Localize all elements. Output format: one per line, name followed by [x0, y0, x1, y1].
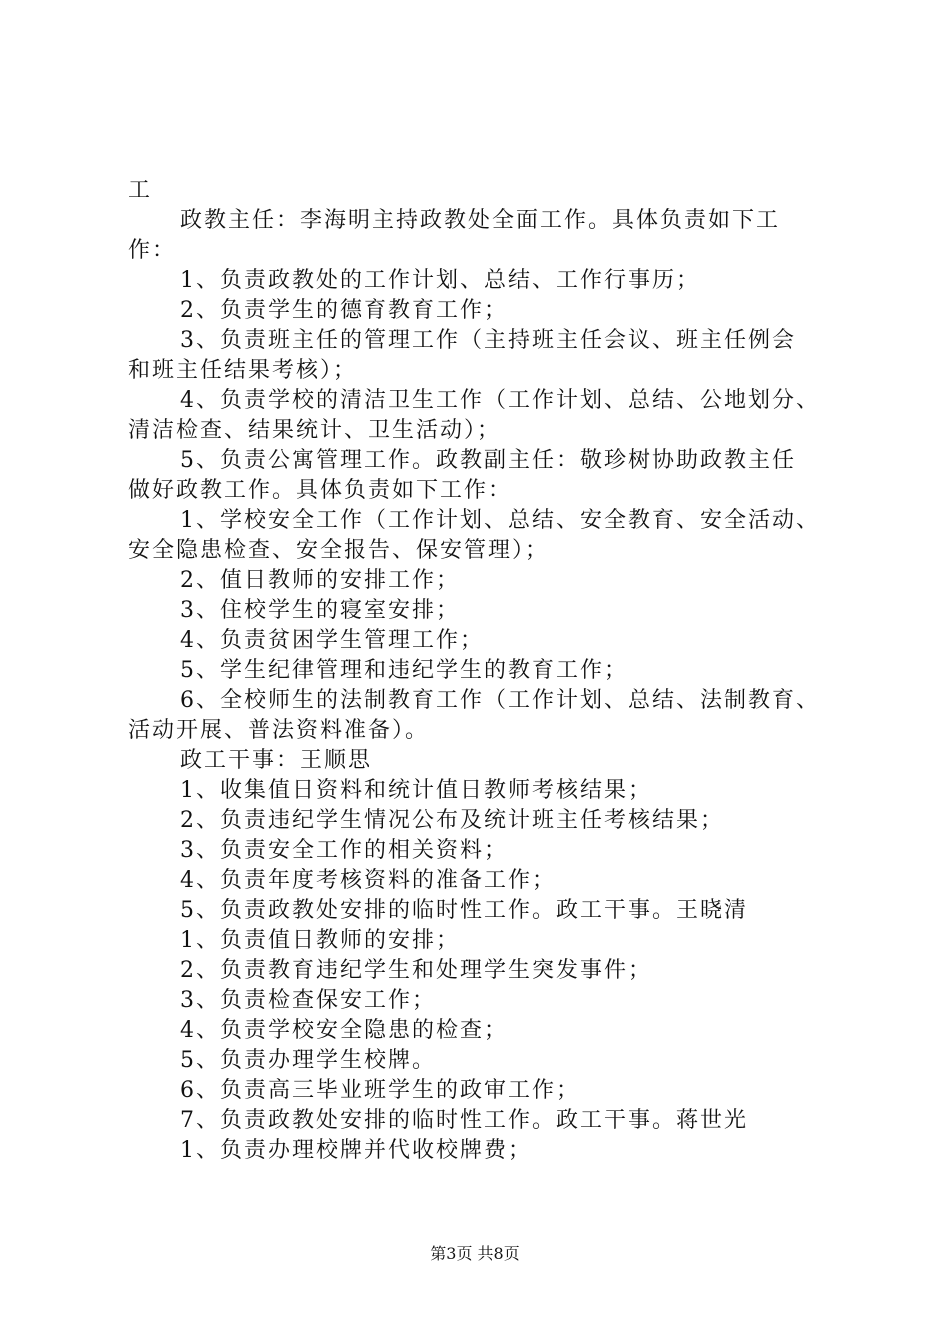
text-line: 政工干事：王顺思 [180, 748, 373, 773]
text-line: 5、负责公寓管理工作。政教副主任：敬珍树协助政教主任 [180, 448, 796, 473]
text-line: 3、负责班主任的管理工作（主持班主任会议、班主任例会 [180, 328, 796, 353]
text-line: 5、学生纪律管理和违纪学生的教育工作； [180, 658, 628, 683]
text-line: 1、负责办理校牌并代收校牌费； [180, 1138, 532, 1163]
text-line: 7、负责政教处安排的临时性工作。政工干事。蒋世光 [180, 1108, 748, 1133]
text-line: 5、负责政教处安排的临时性工作。政工干事。王晓清 [180, 898, 748, 923]
text-line: 1、负责值日教师的安排； [180, 928, 460, 953]
text-line: 工 [128, 178, 153, 203]
text-line: 4、负责贫困学生管理工作； [180, 628, 484, 653]
text-line: 3、负责检查保安工作； [180, 988, 436, 1013]
text-line: 6、负责高三毕业班学生的政审工作； [180, 1078, 580, 1103]
text-line: 清洁检查、结果统计、卫生活动）； [128, 418, 502, 443]
text-line: 做好政教工作。具体负责如下工作： [128, 478, 513, 503]
text-line: 2、值日教师的安排工作； [180, 568, 460, 593]
text-line: 5、负责办理学生校牌。 [180, 1048, 436, 1073]
text-line: 4、负责学校的清洁卫生工作（工作计划、总结、公地划分、 [180, 388, 820, 413]
text-line: 4、负责年度考核资料的准备工作； [180, 868, 556, 893]
text-line: 6、全校师生的法制教育工作（工作计划、总结、法制教育、 [180, 688, 820, 713]
text-line: 作： [128, 238, 177, 263]
text-line: 2、负责学生的德育教育工作； [180, 298, 508, 323]
text-line: 活动开展、普法资料准备）。 [128, 718, 430, 743]
text-line: 3、负责安全工作的相关资料； [180, 838, 508, 863]
page-number-footer: 第3页 共8页 [430, 1244, 520, 1263]
text-line: 1、收集值日资料和统计值日教师考核结果； [180, 778, 652, 803]
text-line: 3、住校学生的寝室安排； [180, 598, 460, 623]
text-line: 2、负责违纪学生情况公布及统计班主任考核结果； [180, 808, 724, 833]
text-line: 和班主任结果考核）； [128, 358, 358, 383]
text-line: 1、负责政教处的工作计划、总结、工作行事历； [180, 268, 700, 293]
text-line: 安全隐患检查、安全报告、保安管理）； [128, 538, 550, 563]
text-line: 2、负责教育违纪学生和处理学生突发事件； [180, 958, 652, 983]
text-line: 4、负责学校安全隐患的检查； [180, 1018, 508, 1043]
text-line: 1、学校安全工作（工作计划、总结、安全教育、安全活动、 [180, 508, 820, 533]
document-body [128, 176, 848, 1166]
text-line: 政教主任：李海明主持政教处全面工作。具体负责如下工 [180, 208, 781, 233]
